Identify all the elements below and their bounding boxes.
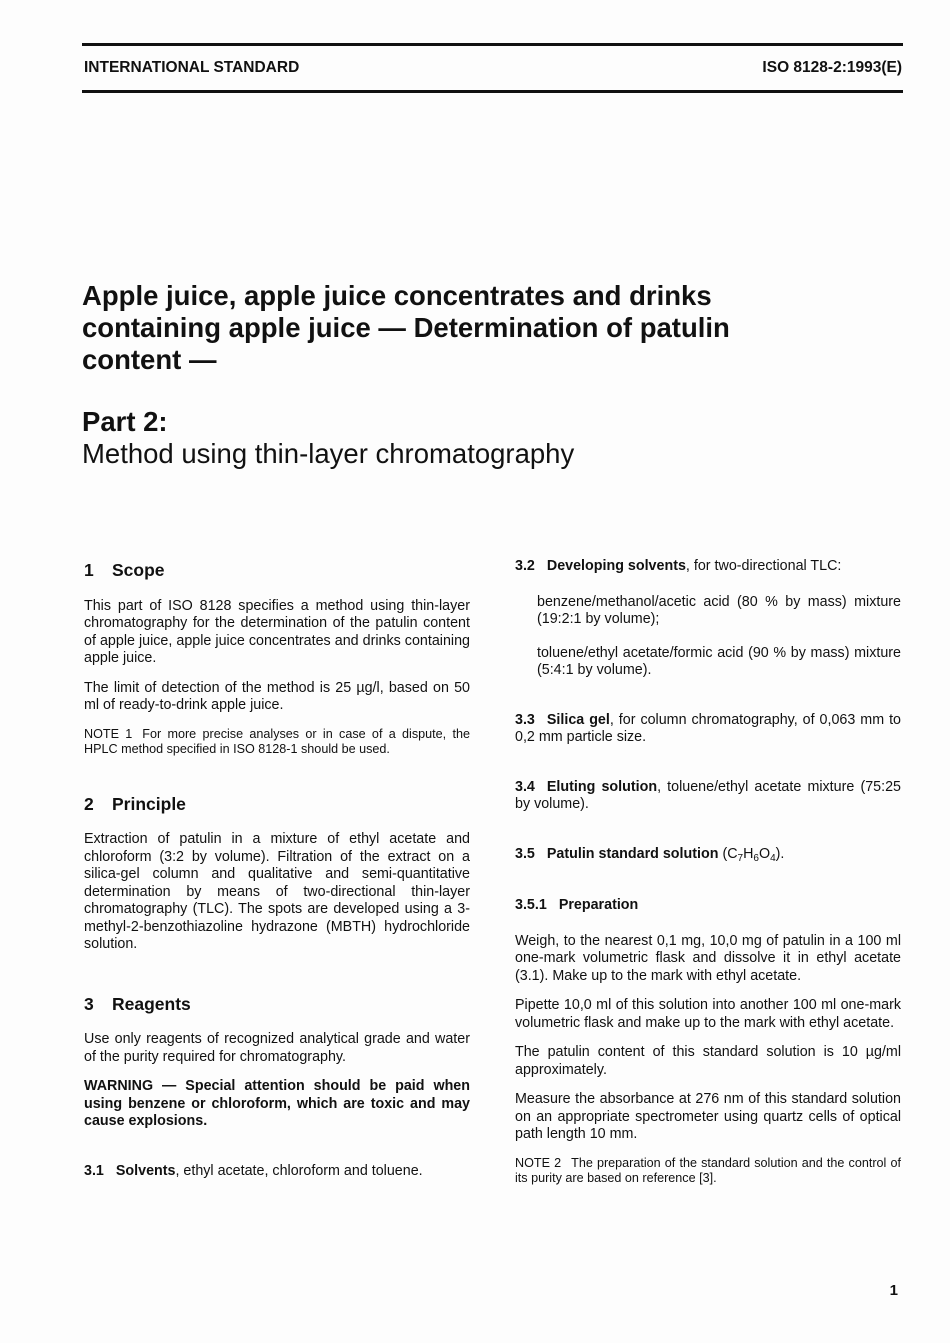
left-column: [84, 562, 470, 1180]
clause-3-1-term: Solvents: [115, 1162, 176, 1179]
clause-3-5-1-number: 3.5.1: [515, 897, 547, 913]
clause-3-5: [515, 846, 901, 868]
scope-paragraph-2: The limit of detection of the method is 25 µg/l, based on 50 ml of ready-to-drink apple juice.: [84, 679, 470, 713]
clause-3-4-term: Eluting solution: [546, 778, 658, 795]
clause-3-4-text: , toluene/ethyl acetate mixture (75:25 by volume).: [515, 778, 901, 812]
clause-3-3-term: Silica gel: [546, 711, 610, 728]
section-2-title: Principle: [112, 793, 186, 814]
clause-3-5-1-heading: [515, 897, 901, 915]
preparation-paragraph-1: Weigh, to the nearest 0,1 mg, 10,0 mg of patulin in a 100 ml one-mark volumetric flask and dissolve it in ethyl acetate (3.1). Make up to the mark with ethyl acetate.: [515, 932, 901, 984]
preparation-paragraph-4: Measure the absorbance at 276 nm of this standard solution on an appropriate spectrometer using quartz cells of optical path length 10 mm.: [515, 1091, 901, 1142]
principle-paragraph: Extraction of patulin in a mixture of ethyl acetate and chloroform (3:2 by volume). Filtration of the extract on a silica-gel column and qualitative and semi-quantitative determination by means of two-directional thin-layer chromatography (TLC). The spots are developed using a 3-methyl-2-benzothiazoline hydrazone (MBTH) hydrochloride solution.: [84, 831, 470, 952]
clause-3-1-text: , ethyl acetate, chloroform and toluene.: [175, 1162, 423, 1179]
right-column: [515, 558, 901, 1187]
clause-3-2-text: , for two-directional TLC:: [685, 558, 842, 574]
clause-3-3-number: 3.3: [515, 711, 535, 728]
header-standard-number: ISO 8128-2:1993(E): [762, 59, 902, 76]
scope-paragraph-1: This part of ISO 8128 specifies a method using thin-layer chromatography for the determination of the patulin content of apple juice, apple juice concentrates and drinks containing apple juice.: [84, 597, 470, 666]
header-top-rule: [82, 43, 903, 46]
section-1-title: Scope: [112, 560, 165, 580]
patulin-formula: $(C_7H_6O_4)$.: [722, 845, 785, 864]
section-3-heading: [84, 993, 470, 1014]
clause-3-2-number: 3.2: [515, 558, 535, 574]
clause-3-4-number: 3.4: [515, 778, 535, 795]
section-2-heading: [84, 793, 470, 814]
header-standard-type: INTERNATIONAL STANDARD: [84, 59, 300, 76]
note-1-text: For more precise analyses or in case of a dispute, the HPLC method specified in ISO 8128-1 should be used.: [84, 726, 470, 756]
note-1: [84, 727, 470, 758]
title-line-1: Apple juice, apple juice concentrates and drinks: [82, 280, 712, 311]
section-3-title: Reagents: [112, 993, 191, 1014]
clause-3-5-term: Patulin standard solution: [546, 845, 719, 862]
clause-3-1-number: 3.1: [84, 1162, 104, 1179]
title-line-3: content —: [82, 344, 217, 375]
clause-3-2-term: Developing solvents: [546, 558, 686, 574]
clause-3-1: [84, 1163, 470, 1181]
note-2-text: The preparation of the standard solution and the control of its purity are based on reference [3].: [515, 1155, 901, 1185]
clause-3-5-number: 3.5: [515, 845, 535, 862]
page-number: 1: [889, 1282, 898, 1299]
part-number: Part 2:: [82, 406, 168, 437]
section-1-number: 1: [84, 560, 94, 580]
preparation-paragraph-2: Pipette 10,0 ml of this solution into another 100 ml one-mark volumetric flask and make up to the mark with ethyl acetate.: [515, 997, 901, 1031]
section-2-number: 2: [84, 793, 94, 814]
warning-paragraph: WARNING — Special attention should be paid when using benzene or chloroform, which are toxic and may cause explosions.: [84, 1078, 470, 1129]
clause-3-3: [515, 712, 901, 747]
title-line-2: containing apple juice — Determination of patulin: [82, 312, 730, 343]
section-1-heading: [84, 562, 470, 580]
section-3-number: 3: [84, 993, 94, 1014]
clause-3-3-text: , for column chromatography, of 0,063 mm to 0,2 mm particle size.: [515, 711, 902, 745]
reagents-paragraph: Use only reagents of recognized analytical grade and water of the purity required for chromatography.: [84, 1031, 470, 1065]
part-title: Method using thin-layer chromatography: [82, 438, 575, 469]
note-1-label: NOTE 1: [84, 726, 133, 741]
preparation-paragraph-3: The patulin content of this standard solution is 10 µg/ml approximately.: [515, 1044, 901, 1078]
developing-solvent-1: benzene/methanol/acetic acid (80 % by mass) mixture (19:2:1 by volume);: [537, 593, 901, 627]
note-2-label: NOTE 2: [515, 1155, 562, 1170]
document-title: [82, 280, 882, 376]
developing-solvent-2: toluene/ethyl acetate/formic acid (90 % by mass) mixture (5:4:1 by volume).: [537, 644, 901, 678]
header-bottom-rule: [82, 90, 903, 93]
clause-3-4: [515, 779, 901, 814]
clause-3-2: [515, 558, 901, 576]
clause-3-5-1-title: Preparation: [558, 897, 639, 913]
note-2: [515, 1156, 901, 1187]
